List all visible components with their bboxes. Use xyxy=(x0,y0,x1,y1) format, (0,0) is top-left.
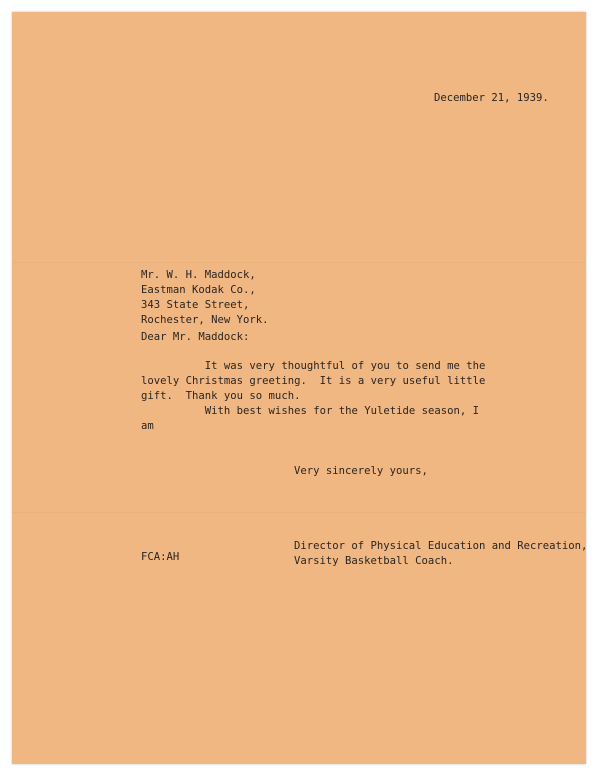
body-paragraph-1 xyxy=(141,359,485,404)
address-line: Mr. W. H. Maddock, xyxy=(141,269,256,281)
letter-date: December 21, 1939. xyxy=(434,92,549,104)
salutation: Dear Mr. Maddock: xyxy=(141,331,250,343)
paragraph-line: lovely Christmas greeting. It is a very useful little xyxy=(141,375,486,387)
signature-line: Varsity Basketball Coach. xyxy=(294,555,454,567)
address-line: 343 State Street, xyxy=(141,299,250,311)
paper-fold xyxy=(12,262,586,263)
typist-initials: FCA:AH xyxy=(141,551,180,563)
body-paragraph-2 xyxy=(141,404,479,434)
complimentary-close: Very sincerely yours, xyxy=(294,465,428,477)
recipient-address xyxy=(141,268,269,328)
address-line: Eastman Kodak Co., xyxy=(141,284,256,296)
paragraph-line: With best wishes for the Yuletide season, I xyxy=(141,405,480,417)
paragraph-line: am xyxy=(141,420,154,432)
signature-block xyxy=(294,539,587,569)
paragraph-line: gift. Thank you so much. xyxy=(141,390,301,402)
paper-fold xyxy=(12,512,586,513)
letter-page xyxy=(12,12,586,764)
address-line: Rochester, New York. xyxy=(141,314,269,326)
paragraph-line: It was very thoughtful of you to send me the xyxy=(141,360,486,372)
signature-line: Director of Physical Education and Recreation, xyxy=(294,540,588,552)
